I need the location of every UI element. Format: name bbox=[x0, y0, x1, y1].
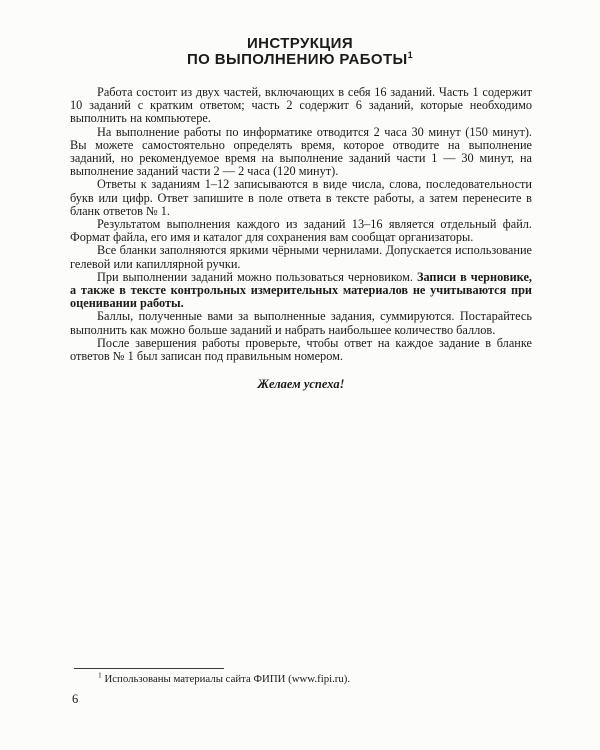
page-title bbox=[0, 0, 600, 68]
footnote-ref: 1 bbox=[98, 670, 102, 680]
paragraph-4: Результатом выполнения каждого из заданий 13–16 является отдельный файл. Формат файла, его имя и каталог для сохранения вам сообщат организаторы. bbox=[70, 217, 532, 245]
paragraph-1: Работа состоит из двух частей, включающих в себя 16 заданий. Часть 1 содержит 10 заданий с кратким ответом; часть 2 содержит 6 заданий, которые необходимо выполнить на компьютере. bbox=[70, 85, 532, 126]
paragraph-6-bold: Записи в черновике, а также в тексте контрольных измерительных материалов не учитываются при оценивании работы. bbox=[70, 269, 532, 311]
paragraph-3: Ответы к заданиям 1–12 записываются в виде числа, слова, последовательности букв или цифр. Ответ запишите в поле ответа в тексте работы, а затем перенесите в бланк ответов № 1. bbox=[70, 177, 532, 218]
page-number: 6 bbox=[72, 692, 79, 706]
paragraph-6-normal: При выполнении заданий можно пользоваться черновиком. bbox=[97, 269, 417, 284]
title-line-2-wrap bbox=[0, 52, 600, 68]
footnote-body: Использованы материалы сайта ФИПИ (www.fipi.ru). bbox=[104, 673, 351, 685]
paragraph-5: Все бланки заполняются яркими чёрными чернилами. Допускается использование гелевой или капиллярной ручки. bbox=[70, 243, 532, 271]
instruction-body bbox=[70, 86, 532, 391]
footnote-text bbox=[74, 670, 534, 685]
closing-wish: Желаем успеха! bbox=[257, 377, 345, 392]
paragraph-7: Баллы, полученные вами за выполненные задания, суммируются. Постарайтесь выполнить как можно больше заданий и набрать наибольшее количество баллов. bbox=[70, 309, 532, 337]
title-footnote-ref: 1 bbox=[407, 50, 414, 60]
paragraph-8: После завершения работы проверьте, чтобы ответ на каждое задание в бланке ответов № 1 был записан под правильным номером. bbox=[70, 335, 532, 364]
title-line-1: ИНСТРУКЦИЯ bbox=[246, 35, 354, 52]
paragraph-2: На выполнение работы по информатике отводится 2 часа 30 минут (150 минут). Вы можете самостоятельно определять время, которое отводите на выполнение заданий, но рекомендуемое время на выполнение заданий части 1 — 30 минут, на выполнение заданий части 2 — 2 часа (120 минут). bbox=[70, 124, 532, 179]
footnote-separator bbox=[74, 668, 224, 669]
footnote bbox=[74, 668, 534, 685]
title-line-2: ПО ВЫПОЛНЕНИЮ РАБОТЫ bbox=[186, 51, 408, 68]
paragraph-6 bbox=[70, 271, 532, 311]
